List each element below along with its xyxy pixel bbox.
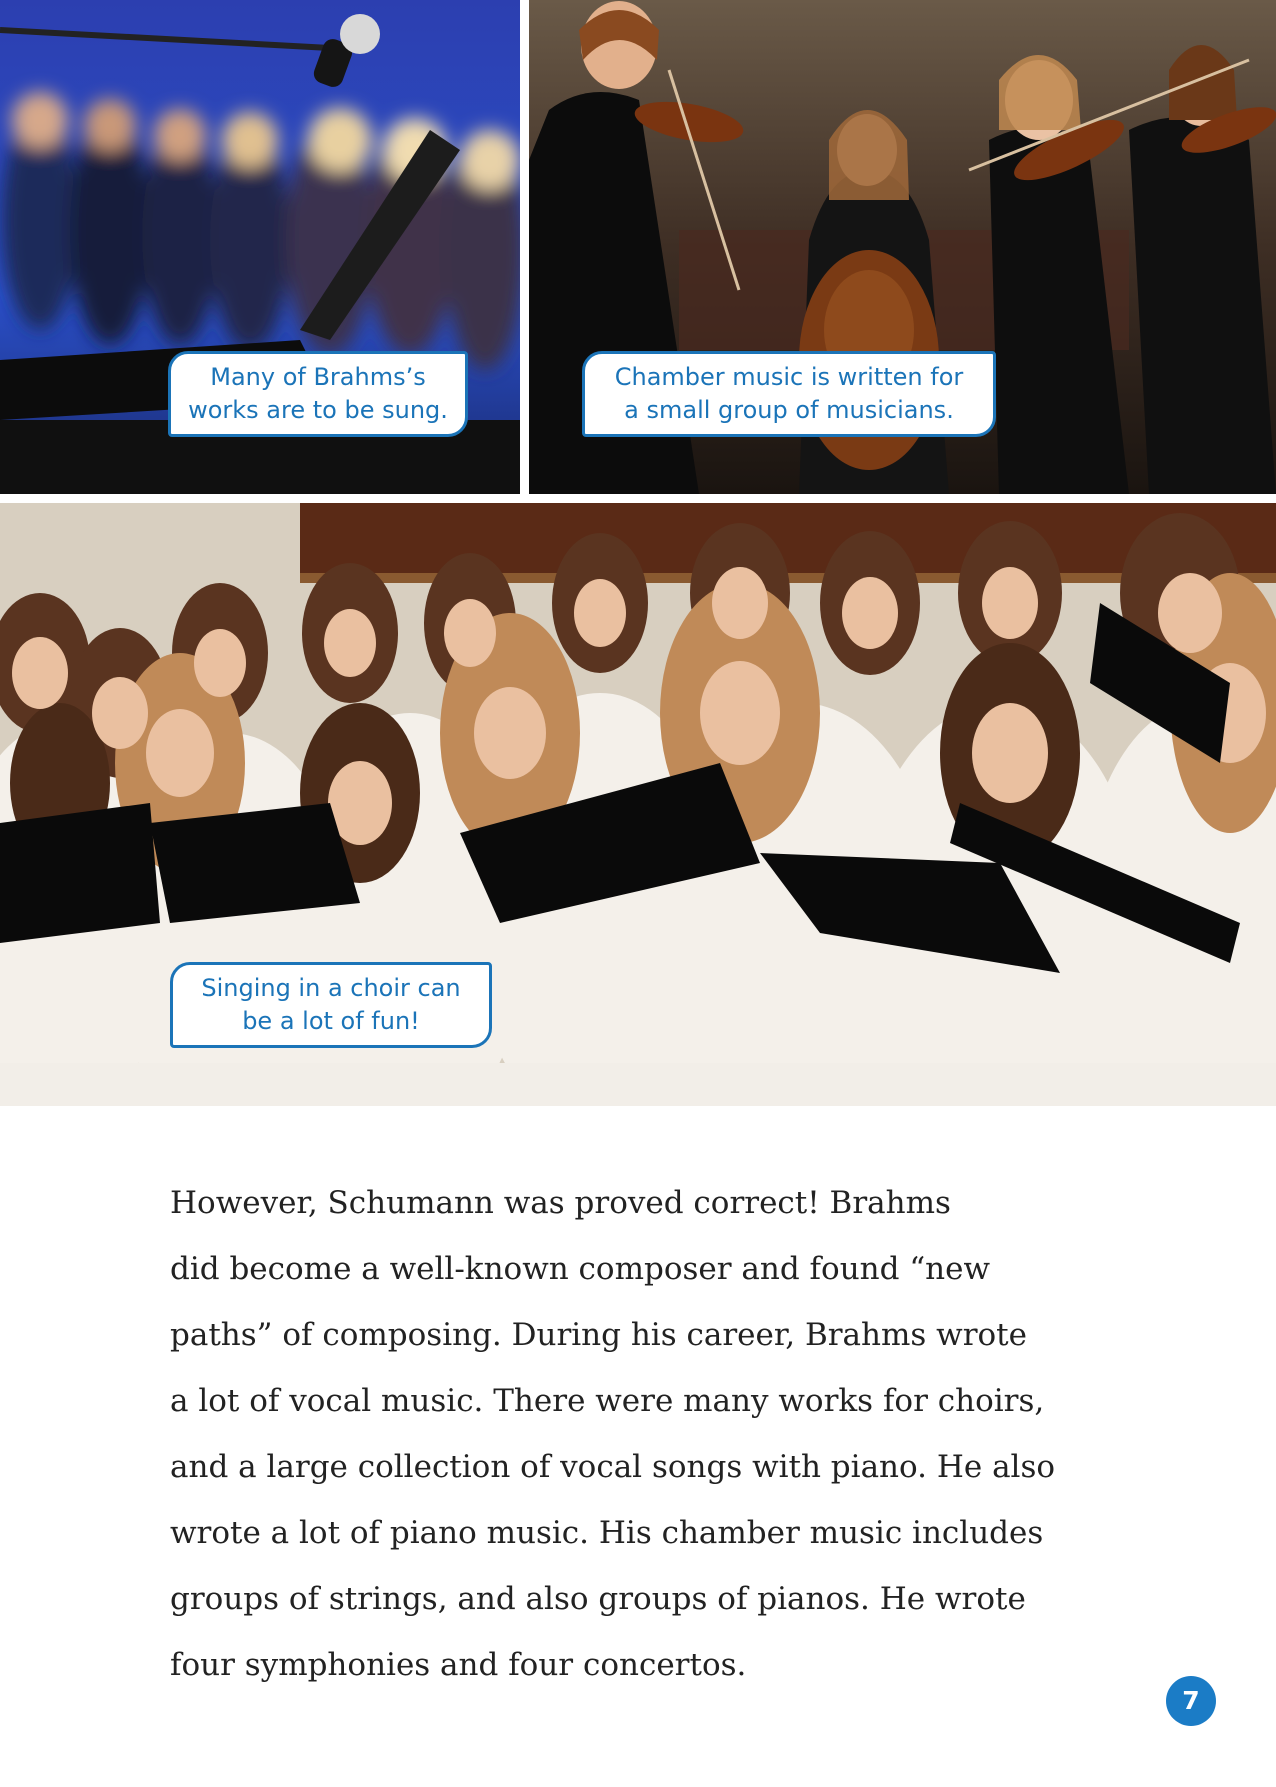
body-line: However, Schumann was proved correct! Brahms: [170, 1185, 951, 1221]
page-number-badge: 7: [1166, 1676, 1216, 1726]
body-paragraph: [170, 1170, 1150, 1698]
body-line: wrote a lot of piano music. His chamber music includes: [170, 1515, 1044, 1551]
caption-choir-line-2: be a lot of fun!: [242, 1007, 420, 1035]
body-line: groups of strings, and also groups of pianos. He wrote: [170, 1581, 1026, 1617]
caption-singers-line-1: Many of Brahms’s: [210, 363, 426, 391]
caption-chamber-line-1: Chamber music is written for: [614, 363, 964, 391]
caption-choir: [170, 962, 492, 1048]
caption-chamber-music: [582, 351, 996, 437]
body-line: four symphonies and four concertos.: [170, 1647, 747, 1683]
caption-singers-line-2: works are to be sung.: [188, 396, 448, 424]
body-line: a lot of vocal music. There were many works for choirs,: [170, 1383, 1045, 1419]
caption-chamber-line-2: a small group of musicians.: [624, 396, 954, 424]
body-line: paths” of composing. During his career, Brahms wrote: [170, 1317, 1027, 1353]
caption-singers: [168, 351, 468, 437]
caption-choir-line-1: Singing in a choir can: [201, 974, 461, 1002]
body-line: and a large collection of vocal songs with piano. He also: [170, 1449, 1056, 1485]
body-line: did become a well-known composer and found “new: [170, 1251, 991, 1287]
